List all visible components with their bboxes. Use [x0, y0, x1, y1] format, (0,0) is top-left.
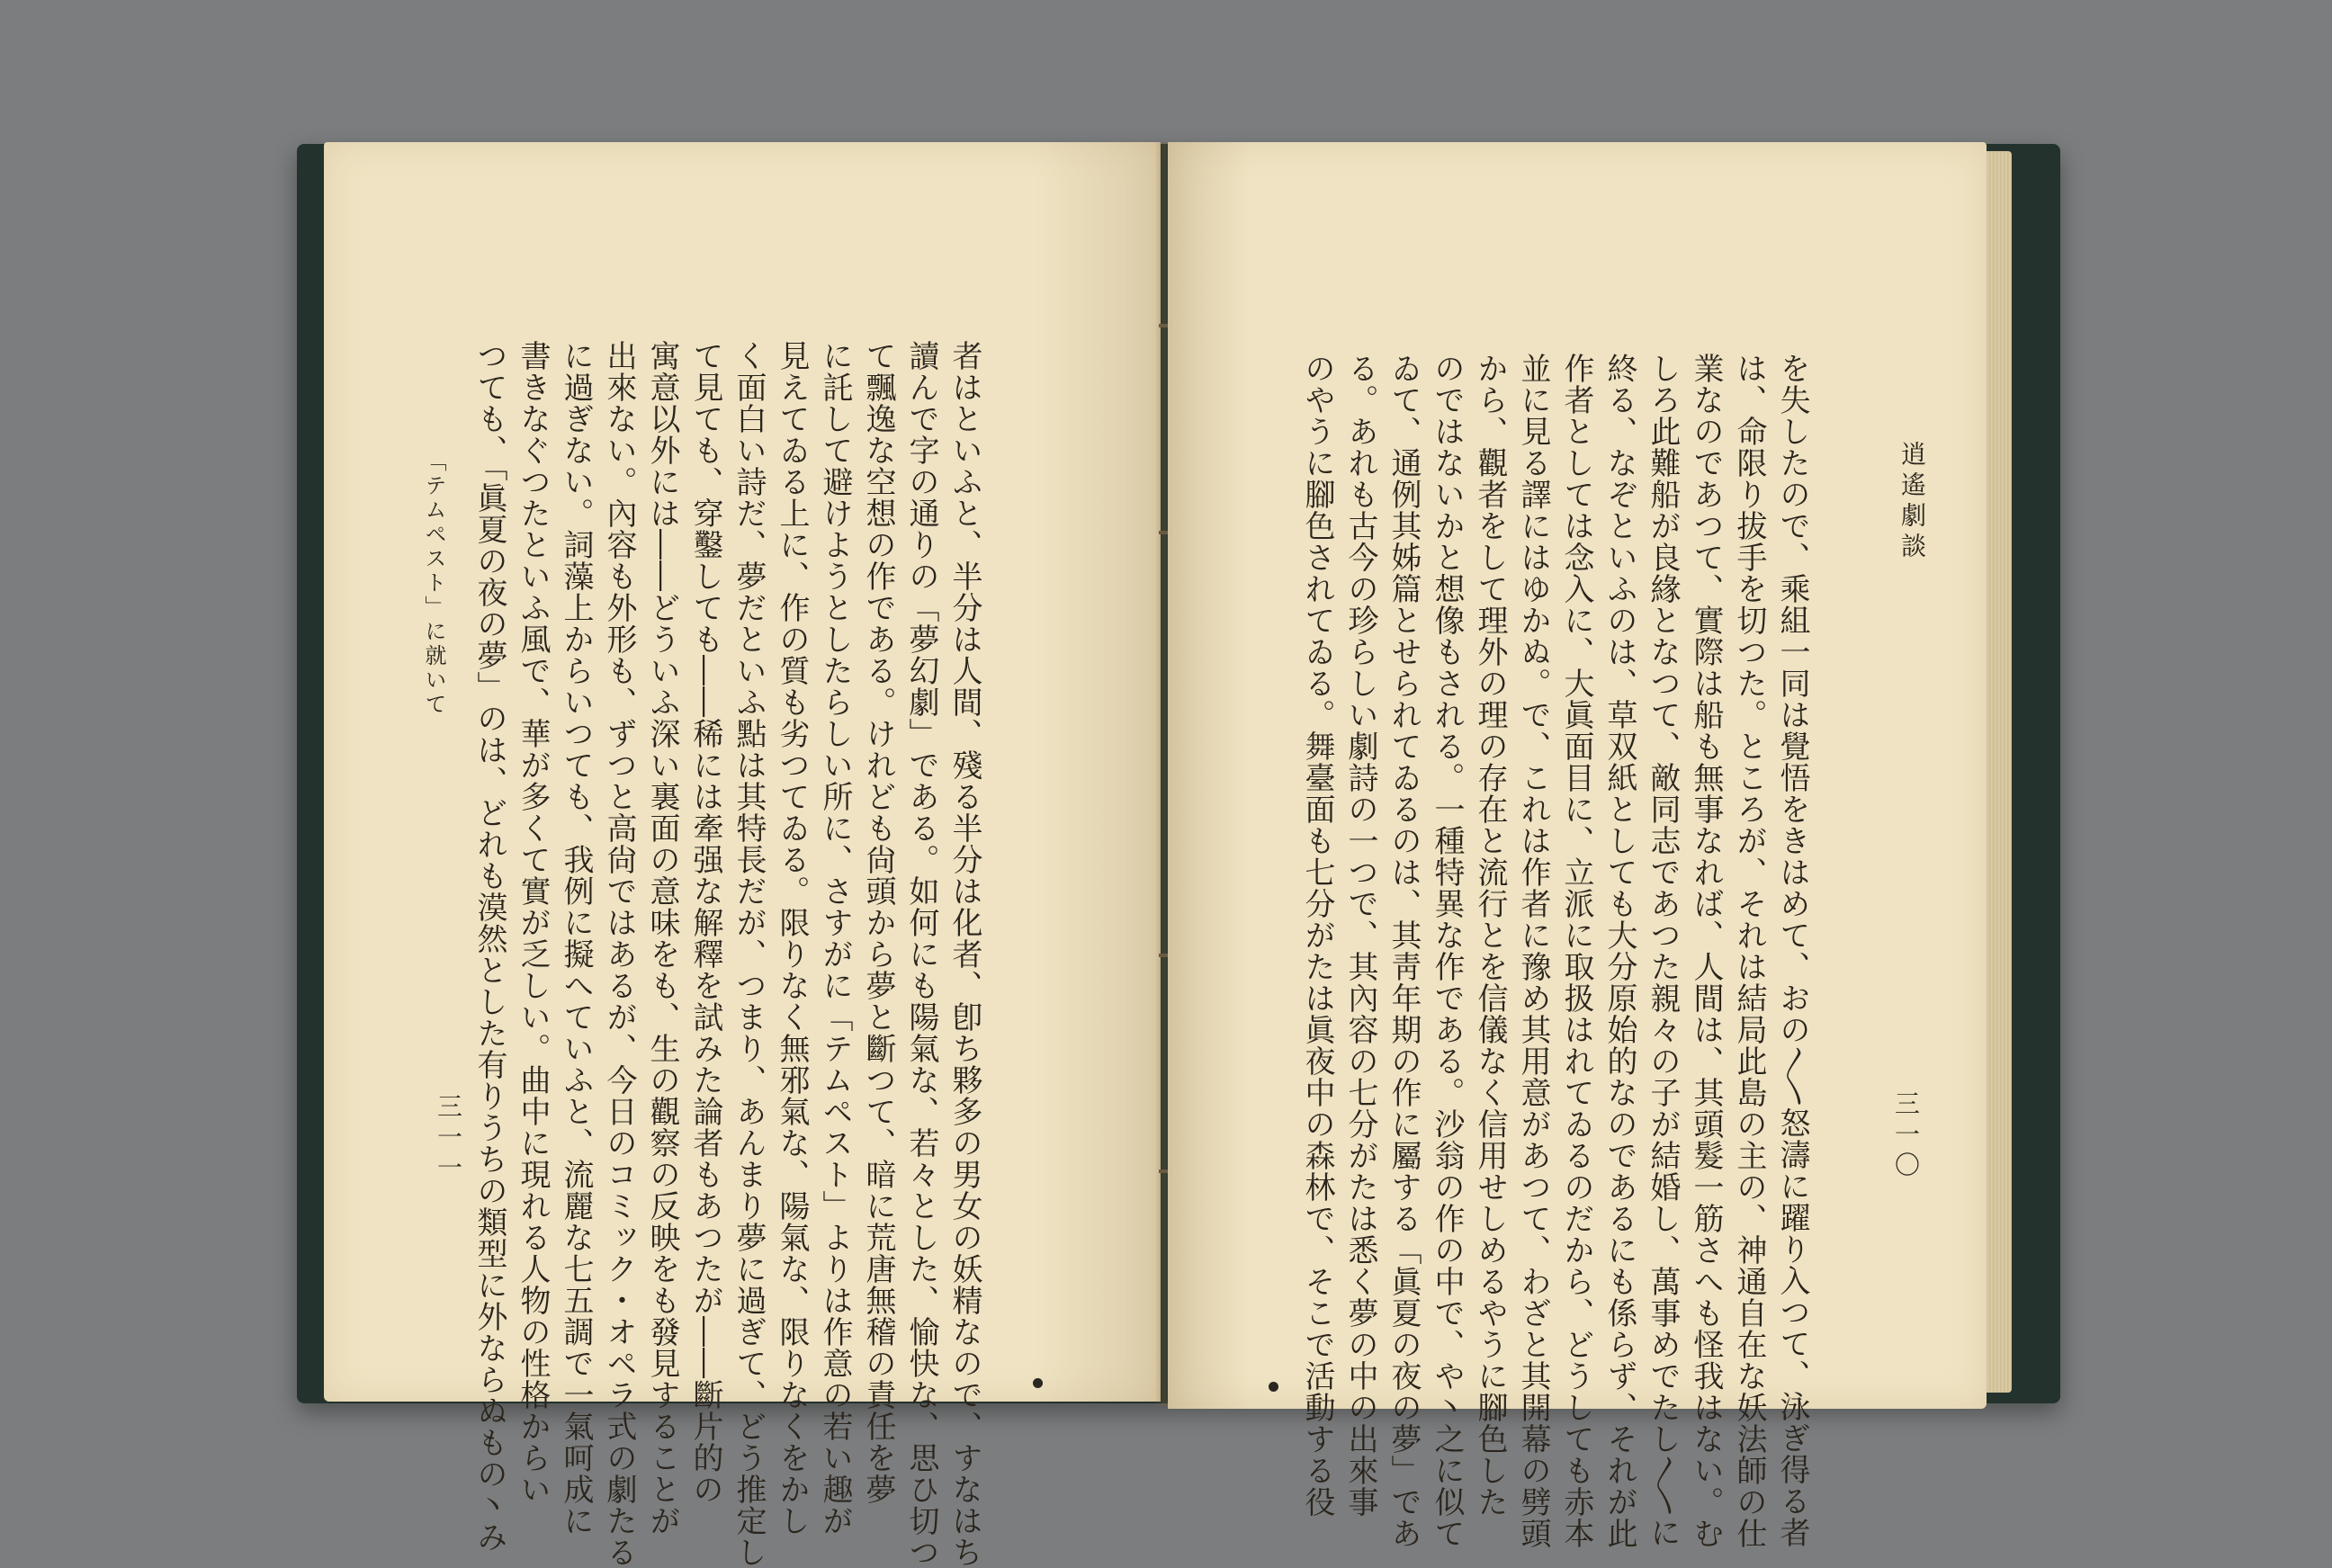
right-column-2: は、命限り拔手を切つた。ところが、それは結局此島の主の、神通自在な妖法師の仕	[1731, 353, 1767, 1549]
right-column-8: から、觀者をして理外の理の存在と流行とを信儀なく信用せしめるやうに腳色した	[1472, 353, 1508, 1518]
left-page-body	[468, 340, 986, 1568]
right-column-11: る。あれも古今の珍らしい劇詩の一つで、其內容の七分がたは悉く夢の中の出來事	[1342, 353, 1378, 1518]
right-column-10: ゐて、通例其姊篇とせられてゐるのは、其靑年期の作に屬する「眞夏の夜の夢」であ	[1386, 353, 1422, 1549]
left-column-7: て見ても、穿鑿しても――稀には牽强な解釋を試みた論者もあつたが――斷片的の	[687, 340, 723, 1505]
right-page-number: 三一〇	[1891, 1090, 1921, 1182]
right-column-4: しろ此難船が良緣となつて、敵同志であつた親々の子が結婚し、萬事めでたし〳〵に	[1645, 353, 1681, 1548]
left-column-9: 出來ない。內容も外形も、ずつと高尙ではあるが、今日のコミック・オペラ式の劇たる	[601, 340, 637, 1568]
right-column-6: 作者としては念入に、大眞面目に、立派に取扱はれてゐるのだから、どうしても赤本	[1558, 353, 1594, 1549]
ink-spot	[1033, 1378, 1043, 1388]
right-column-1: を失したので、乘組一同は覺悟をきはめて、おの〳〵怒濤に躍り入つて、泳ぎ得る者	[1774, 353, 1810, 1548]
binding-stitch	[1159, 954, 1168, 957]
right-column-9: のではないかと想像もされる。一種特異な作である。沙翁の作の中で、や丶之に似て	[1429, 353, 1465, 1549]
binding-stitch	[1159, 531, 1168, 534]
left-page-number: 三一一	[434, 1093, 463, 1185]
left-column-3: て飄逸な空想の作である。けれども尙頭から夢と斷つて、暗に荒唐無稽の責任を夢	[860, 340, 896, 1505]
left-column-11: 書きなぐつたといふ風で、華が多くて實が乏しい。曲中に現れる人物の性格からい	[515, 340, 551, 1505]
right-column-7: 並に見る譯にはゆかぬ。で、これは作者に豫め其用意があつて、わざと其開幕の劈頭	[1515, 353, 1551, 1549]
right-column-3: 業なのであつて、實際は船も無事なれば、人間は、其頭髮一筋さへも怪我はない。む	[1688, 353, 1724, 1549]
left-column-5: 見えてゐる上に、作の質も劣つてゐる。限りなく無邪氣な、陽氣な、限りなくをかし	[774, 340, 810, 1537]
right-running-header: 逍遙劇談	[1897, 441, 1927, 563]
left-column-4: に託して避けようとしたらしい所に、さすがに「テムペスト」よりは作意の若い趣が	[817, 340, 853, 1537]
left-column-6: く面白い詩だ、夢だといふ點は其特長だが、つまり、あんまり夢に過ぎて、どう推定し	[731, 340, 767, 1568]
right-column-12: のやうに腳色されてゐる。舞臺面も七分がたは眞夜中の森林で、そこで活動する役	[1299, 353, 1335, 1518]
left-column-1: 者はといふと、半分は人間、殘る半分は化者、卽ち夥多の男女の妖精なので、すなはち	[946, 340, 982, 1568]
ink-spot	[1269, 1382, 1278, 1392]
binding-stitch	[1159, 1169, 1168, 1173]
binding-stitch	[1159, 324, 1168, 327]
left-column-8: 寓意以外には――どういふ深い裏面の意味をも、生の觀察の反映をも發見することが	[644, 340, 680, 1537]
left-running-header: 「テムペスト」に就いて	[421, 450, 446, 717]
left-column-10: に過ぎない。詞藻上からいつても、我例に擬へていふと、流麗な七五調で一氣呵成に	[558, 340, 594, 1537]
right-column-5: 終る、なぞといふのは、草双紙としても大分原始的なのであるにも係らず、それが此	[1601, 353, 1637, 1549]
left-column-12: つても、「眞夏の夜の夢」のは、どれも漠然とした有りうちの類型に外ならぬもの丶み	[471, 340, 507, 1553]
right-page-body	[1296, 353, 1814, 1549]
left-column-2: 讀んで字の通りの「夢幻劇」である。如何にも陽氣な、若々とした、愉快な、思ひ切つ	[903, 340, 939, 1568]
